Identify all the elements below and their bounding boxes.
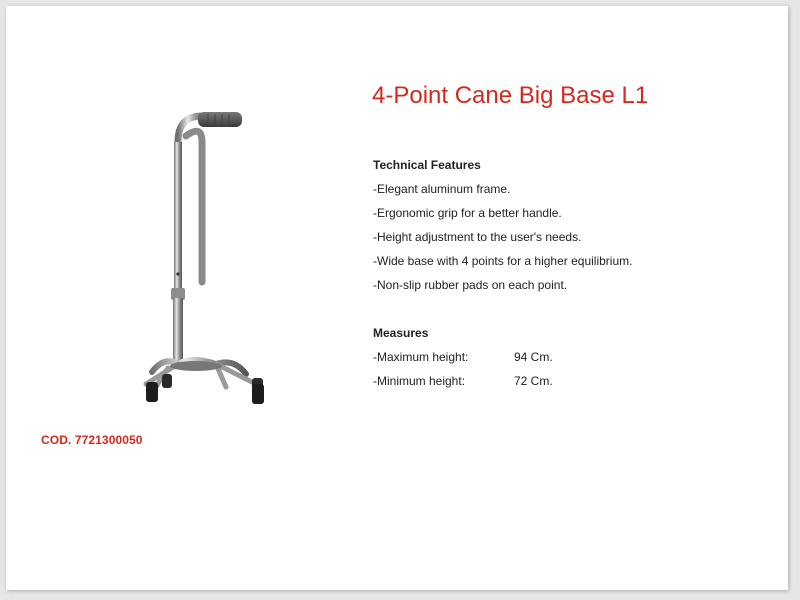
measure-label: -Minimum height:	[373, 374, 466, 388]
measure-value: 94 Cm.	[514, 350, 553, 364]
feature-item: -Ergonomic grip for a better handle.	[373, 206, 562, 220]
measure-row-maximum-height	[373, 350, 553, 374]
features-list	[373, 182, 632, 302]
product-title: 4-Point Cane Big Base L1	[372, 82, 649, 109]
measure-value: 72 Cm.	[514, 374, 553, 388]
quad-cane-image	[116, 102, 306, 412]
feature-item: -Elegant aluminum frame.	[373, 182, 511, 196]
feature-item: -Height adjustment to the user's needs.	[373, 230, 582, 244]
product-sheet	[6, 6, 788, 590]
feature-item: -Wide base with 4 points for a higher equilibrium.	[373, 254, 633, 268]
product-code: COD. 7721300050	[41, 433, 143, 447]
measures-heading: Measures	[373, 326, 429, 340]
measures-table	[373, 350, 553, 398]
measure-row-minimum-height	[373, 374, 553, 398]
technical-features-heading: Technical Features	[373, 158, 481, 172]
measure-label: -Maximum height:	[373, 350, 469, 364]
feature-item: -Non-slip rubber pads on each point.	[373, 278, 568, 292]
